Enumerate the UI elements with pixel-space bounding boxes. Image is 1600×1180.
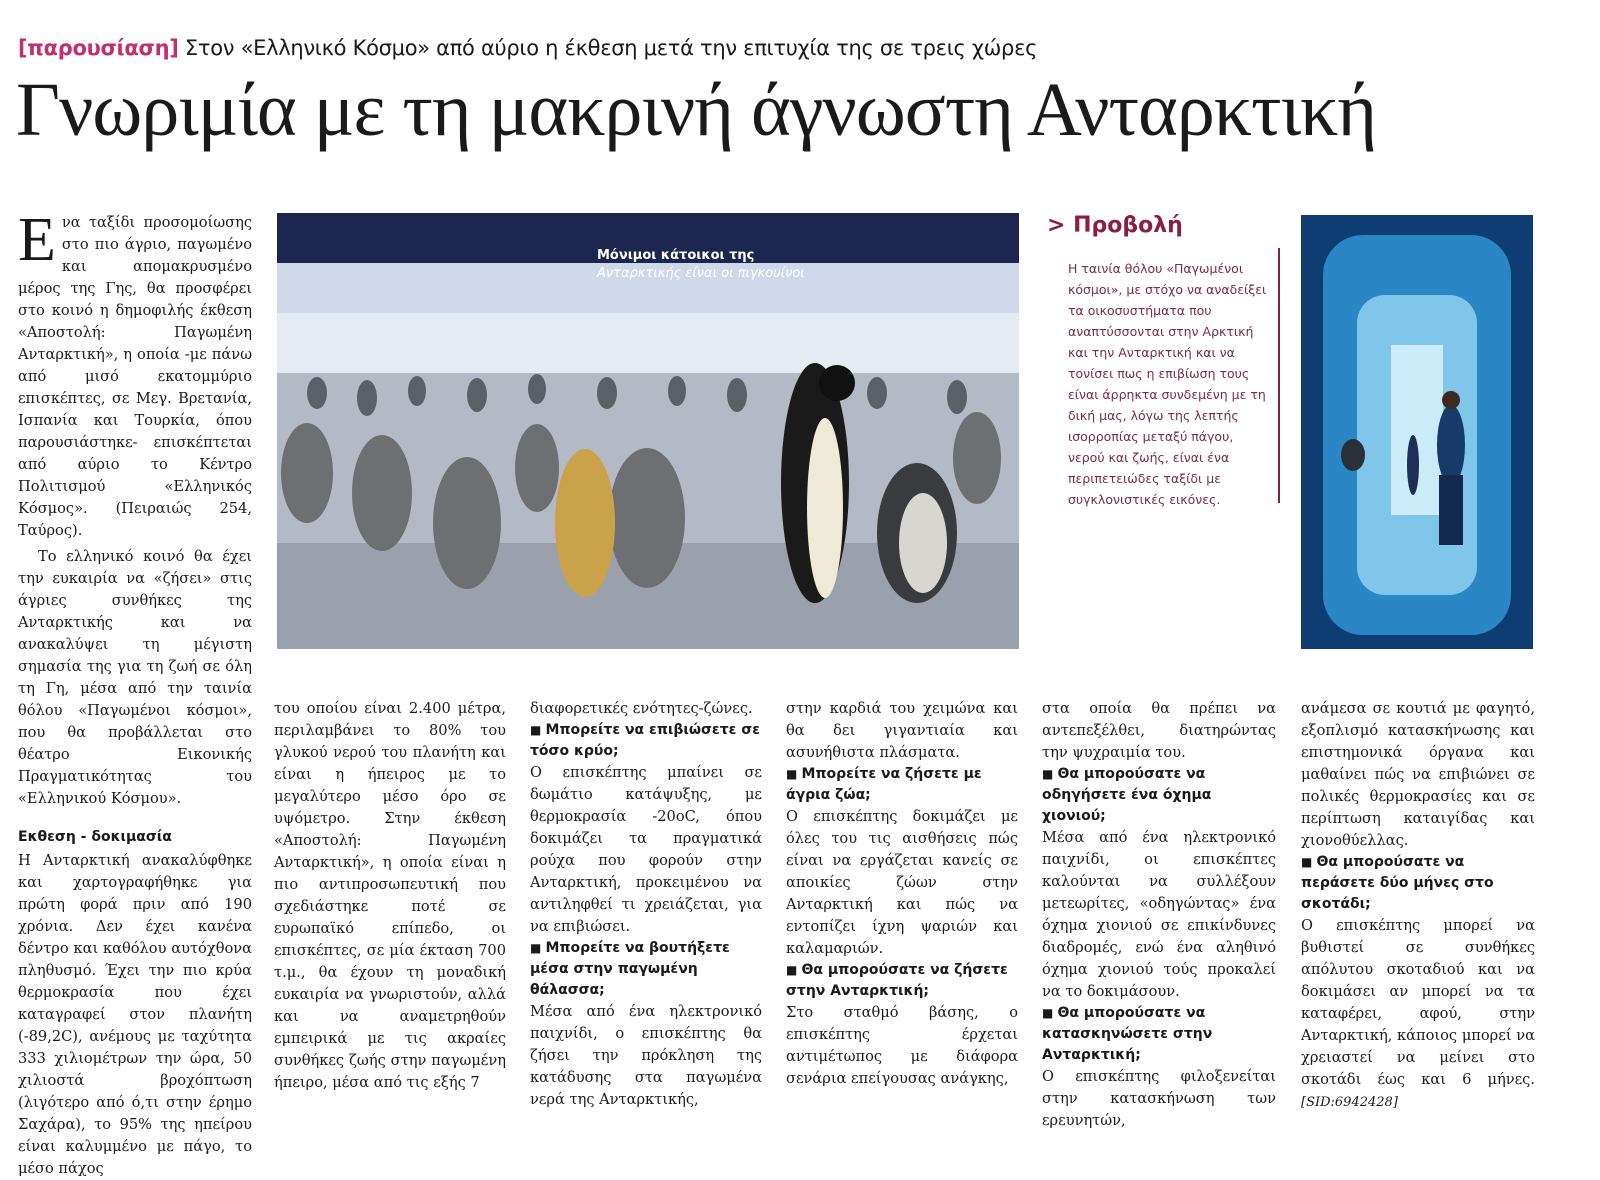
dropcap: Ε [18,206,56,274]
section-tag: [παρουσίαση] [18,36,179,60]
col6-paragraph-1: ανάμεσα σε κουτιά με φαγητό, εξοπλισμό κατασκήνωσης και επιστημονικά όργανα και μαθαίνει πώς να επιβιώνει σε πολικές θερμοκρασίες και σε περίπτωση καταιγίδας και χιονοθύελλας. [1301,700,1535,849]
col4-paragraph-3: Στο σταθμό βάσης, ο επισκέπτης έρχεται αντιμέτωπος με διάφορα σενάρια επείγουσας ανάγκης, [786,1004,1018,1087]
col5-paragraph-3: Ο επισκέπτης φιλοξενείται στην κατασκήνωση των ερευνητών, [1042,1068,1276,1129]
question-cold: ■ Μπορείτε να επιβιώσετε σε τόσο κρύο; [530,722,760,759]
article-column-2 [274,698,506,1094]
col3-paragraph-2: Ο επισκέπτης μπαίνει σε δωμάτιο κατάψυξης, με θερμοκρασία -20oC, όπου δοκιμάζει τα πραγματικά ρούχα που φορούν στην Ανταρκτική, προκειμένου να αντιληφθεί τι χρειάζεται, για να επιβιώσει. [530,764,762,935]
photo-caption [597,247,805,283]
question-live: ■ Θα μπορούσατε να ζήσετε στην Ανταρκτική; [786,962,1008,999]
article-column-3 [530,698,762,1111]
question-sea: ■ Μπορείτε να βουτήξετε μέσα στην παγωμένη θάλασσα; [530,940,730,998]
col1-paragraph-3: Η Ανταρκτική ανακαλύφθηκε και χαρτογραφήθηκε για πρώτη φορά πριν από 190 χρόνια. Δεν έχει κανένα δέντρο και καθόλου αυτόχθονα πληθυσμό. Έχει την πιο κρύα θερμοκρασία που έχει καταγραφεί στον πλανήτη (-89,2C), ανέμους με ταχύτητα 333 χιλιομέτρων την ώρα, 50 χιλιοστά βροχόπτωση (λιγότερο από ό,τι στην έρημο Σαχάρα), το 95% της ηπείρου είναι καλυμμένο με πάγο, το μέσο πάχος [18,852,252,1177]
kicker [18,36,1037,60]
col5-paragraph-2: Μέσα από ένα ηλεκτρονικό παιχνίδι, οι επισκέπτες καλούνται να συλλέξουν μετεωρίτες, «οδηγώντας» ένα όχημα χιονιού σε επικίνδυνες διαδρομές, ενώ ένα αληθινό όχημα χιονιού τούς προκαλεί να το δοκιμάσουν. [1042,829,1276,1000]
tunnel-illustration [1301,215,1533,649]
sid-code: [SID:6942428] [1301,1095,1398,1110]
question-snow-vehicle: ■ Θα μπορούσατε να οδηγήσετε ένα όχημα χιονιού; [1042,766,1212,824]
col6-paragraph-2: Ο επισκέπτης μπορεί να βυθιστεί σε συνθήκες απόλυτου σκοταδιού και να δοκιμάσει αν μπορεί να τα καταφέρει, αφού, στην Ανταρκτική, κάποιος μπορεί να χρειαστεί να μείνει στο σκοτάδι έως και 6 μήνες. [1301,917,1535,1088]
article-column-6 [1301,698,1535,1114]
exhibition-photo [1301,215,1533,649]
promo-body: Η ταινία θόλου «Παγωμένοι κόσμοι», με στόχο να αναδείξει τα οικοσυστήματα που αναπτύσσονται στην Αρκτική και την Ανταρκτική και να τονίσει πως η επιβίωση τους είναι άρρηκτα συνδεμένη με τη δική μας, λόγω της λεπτής ισορροπίας μεταξύ πάγου, νερού και ζωής, είναι ένα περιπετειώδες ταξίδι με συγκλονιστικές εικόνες. [1068,261,1267,507]
headline: Γνωριμία με τη μακρινή άγνωστη Ανταρκτική [16,68,1377,152]
promo-divider [1278,248,1280,503]
article-column-5 [1042,698,1276,1132]
question-camp: ■ Θα μπορούσατε να κατασκηνώσετε στην Ανταρκτική; [1042,1005,1213,1063]
subhead: Εκθεση - δοκιμασία [18,829,172,845]
penguin-photo [277,213,1019,649]
col1-paragraph-1: να ταξίδι προσομοίωσης στο πιο άγριο, παγωμένο και απομακρυσμένο μέρος της Γης, θα προσφέρει στο κοινό η δημοφιλής έκθεση «Αποστολή: Παγωμένη Ανταρκτική», η οποία -με πάνω από μισό εκατομμύριο επισκέπτες, σε Μεγ. Βρετανία, Ισπανία και Τουρκία, όπου παρουσιάστηκε- επισκέπτεται από αύριο το Κέντρο Πολιτισμού «Ελληνικός Κόσμος». (Πειραιώς 254, Ταύρος). [18,214,252,539]
col4-paragraph-1: στην καρδιά του χειμώνα και θα δει γιγαντιαία και ασυνήθιστα πλάσματα. [786,700,1018,761]
caption-line-2: Ανταρκτικής είναι οι πιγκουίνοι [597,266,805,281]
promo-title: > Προβολή [1047,213,1183,238]
col1-paragraph-2: Το ελληνικό κοινό θα έχει την ευκαιρία να «ζήσει» στις άγριες συνθήκες της Ανταρκτικής και να ανακαλύψει τη μέγιστη σημασία της για τη ζωή σε όλη τη Γη, μέσα από την ταινία θόλου «Παγωμένοι κόσμοι», που θα προβάλλεται στο θέατρο Εικονικής Πραγματικότητας του «Ελληνικού Κόσμου». [18,548,252,807]
col3-paragraph-1: διαφορετικές ενότητες-ζώνες. [530,700,753,717]
caption-line-1: Μόνιμοι κάτοικοι της [597,248,755,263]
question-darkness: ■ Θα μπορούσατε να περάσετε δύο μήνες στο σκοτάδι; [1301,854,1494,912]
question-animals: ■ Μπορείτε να ζήσετε με άγρια ζώα; [786,766,982,803]
article-column-4 [786,698,1018,1090]
col4-paragraph-2: Ο επισκέπτης δοκιμάζει με όλες του τις αισθήσεις πώς είναι να εργάζεται κανείς σε αποικίες ζώων στην Ανταρκτική και πώς να εντοπίζει ίχνη ψαριών και καλαμαριών. [786,808,1018,957]
col5-paragraph-1: στα οποία θα πρέπει να αντεπεξέλθει, διατηρώντας την ψυχραιμία του. [1042,700,1276,761]
col2-paragraph-1: του οποίου είναι 2.400 μέτρα, περιλαμβάνει το 80% του γλυκού νερού του πλανήτη και είναι η ήπειρος με το μεγαλύτερο μέσο όρο σε υψόμετρο. Στην έκθεση «Αποστολή: Παγωμένη Ανταρκτική», η οποία είναι η πιο αντιπροσωπευτική που σχεδιάστηκε ποτέ σε ευρωπαϊκό επίπεδο, οι επισκέπτες, σε μία έκταση 700 τ.μ., θα έχουν τη μοναδική ευκαιρία να γνωριστούν, αλλά και να αναμετρηθούν εμπειρικά με τις ακραίες συνθήκες ζωής στην παγωμένη ήπειρο, μέσα από τις εξής 7 [274,700,506,1091]
kicker-text: Στον «Ελληνικό Κόσμο» από αύριο η έκθεση μετά την επιτυχία της σε τρεις χώρες [178,36,1038,60]
col3-paragraph-3: Μέσα από ένα ηλεκτρονικό παιχνίδι, ο επισκέπτης θα ζήσει την πρόκληση της κατάδυσης στα παγωμένα νερά της Ανταρκτικής, [530,1003,762,1108]
article-column-1 [18,206,252,1180]
